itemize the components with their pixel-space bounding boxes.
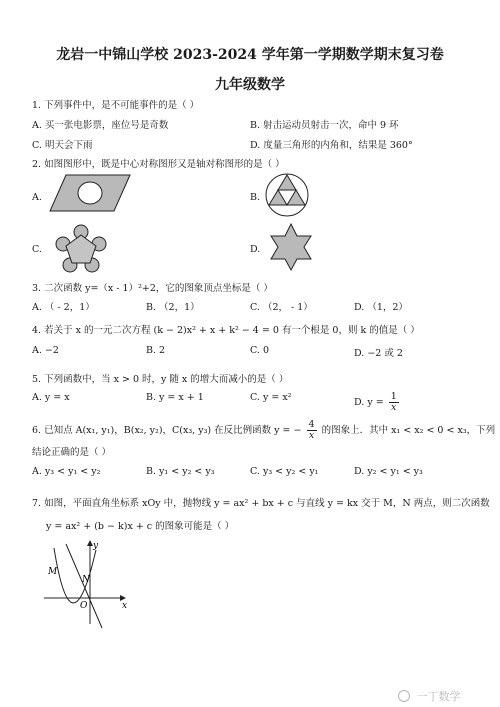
triangle-in-circle-figure — [264, 172, 310, 218]
question-4-option-c: C. 0 — [250, 345, 270, 356]
question-5-option-d — [354, 392, 399, 413]
question-5-option-c: C. y = x² — [250, 392, 292, 403]
question-7-stem-b: y = ax² + (b − k)x + c 的图象可能是（ ） — [46, 521, 235, 532]
question-2-stem: 2. 如图图形中，既是中心对称图形又是轴对称图形的是（ ） — [32, 159, 285, 170]
question-7-graph — [40, 538, 132, 630]
six-pointed-star-figure — [268, 222, 314, 272]
question-1-option-d: D. 度量三角形的内角和，结果是 360° — [250, 140, 413, 151]
question-6-option-b: B. y₁ < y₂ < y₃ — [146, 466, 215, 477]
question-3-stem: 3. 二次函数 y=（x - 1）²+2，它的图象顶点坐标是（ ） — [32, 283, 273, 294]
question-1-option-b: B. 射击运动员射击一次，命中 9 环 — [250, 120, 399, 131]
page-title: 龙岩一中锦山学校 2023-2024 学年第一学期数学期末复习卷 — [56, 47, 444, 63]
question-5-fraction — [389, 392, 399, 413]
graph-label-n: N — [82, 575, 90, 585]
question-4-option-b: B. 2 — [146, 345, 166, 356]
question-5-option-b: B. y = x + 1 — [146, 392, 204, 403]
question-5-option-a: A. y = x — [32, 392, 70, 403]
question-4-option-d: D. −2 或 2 — [354, 348, 403, 359]
fraction-numerator: 4 — [308, 419, 315, 430]
graph-label-y: y — [93, 541, 99, 551]
question-6-fraction — [307, 420, 317, 441]
question-3-option-a: A. （ - 2，1） — [32, 302, 95, 313]
question-5-option-d-prefix: D. y = — [354, 397, 384, 408]
watermark-text: 一丁数学 — [416, 690, 461, 703]
fraction-denominator: x — [308, 430, 315, 441]
pentagon-with-circles-figure — [55, 224, 107, 274]
graph-label-x: x — [122, 601, 128, 611]
question-6-option-c: C. y₃ < y₂ < y₁ — [250, 466, 319, 477]
page-subtitle: 九年级数学 — [215, 77, 285, 93]
question-3-option-c: C. （2， - 1） — [250, 302, 313, 313]
question-6-option-d: D. y₂ < y₁ < y₃ — [354, 466, 423, 477]
graph-label-m: M — [48, 567, 58, 577]
question-6-option-a: A. y₃ < y₁ < y₂ — [32, 466, 101, 477]
question-1-stem: 1. 下列事件中，是不可能事件的是（ ） — [32, 100, 200, 111]
question-2-option-a: A. — [32, 192, 42, 203]
fraction-denominator: x — [391, 402, 397, 413]
question-6-stem-a: 6. 已知点 A(x₁, y₁)，B(x₂, y₂)，C(x₃, y₃) 在反比例函数 y = − — [32, 425, 302, 436]
question-7-stem-a: 7. 如图，平面直角坐标系 xOy 中，抛物线 y = ax² + bx + c 与直线 y = kx 交于 M，N 两点，则二次函数 — [32, 498, 490, 509]
question-2-option-c: C. — [32, 244, 42, 255]
question-4-option-a: A. −2 — [32, 345, 59, 356]
watermark — [398, 688, 461, 704]
graph-label-origin: O — [80, 601, 88, 611]
watermark-logo-icon — [398, 690, 410, 702]
question-2-option-d: D. — [250, 244, 261, 255]
question-1-option-c: C. 明天会下雨 — [32, 140, 93, 151]
question-6-stem-b: 的图象上．其中 x₁ < x₂ < 0 < x₃，下列 — [321, 425, 496, 436]
question-3-option-d: D. （1，2） — [354, 302, 408, 313]
question-2-option-b: B. — [250, 192, 261, 203]
question-1-option-a: A. 买一张电影票，座位号是奇数 — [32, 120, 169, 131]
parallelogram-with-circle-figure — [48, 173, 132, 213]
question-6-stem-c: 结论正确的是（ ） — [32, 447, 112, 458]
question-3-option-b: B. （2，1） — [146, 302, 200, 313]
line-y-kx — [66, 544, 102, 628]
question-6-stem — [32, 420, 495, 441]
question-5-stem: 5. 下列函数中，当 x > 0 时，y 随 x 的增大而减小的是（ ） — [32, 374, 289, 385]
fraction-numerator: 1 — [390, 391, 397, 402]
question-4-stem: 4. 若关于 x 的一元二次方程 (k − 2)x² + x + k² − 4 = 0 有一个根是 0，则 k 的值是（ ） — [32, 325, 420, 336]
